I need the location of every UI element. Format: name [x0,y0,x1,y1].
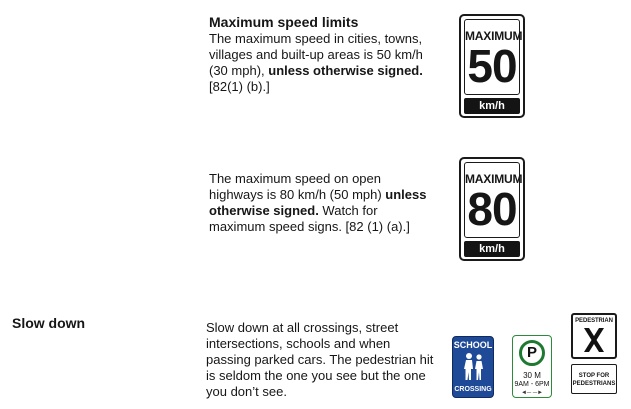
maximum-50-value: 50 [467,40,517,92]
pedestrian-sign-text: PEDESTRIAN [575,318,613,324]
speed-limits-paragraph-1: The maximum speed in cities, towns, villages and built-up areas is 50 km/h (30 mph), unless otherwise signed. [82(1) (b).] [209,31,423,94]
pedestrian-crossover-sign [571,313,617,359]
children-crossing-icon [460,352,488,382]
parking-sign [512,335,552,398]
speed-limits-heading: Maximum speed limits [209,14,359,30]
maximum-80-unit: km/h [464,241,520,257]
highway-speed-block [209,171,434,235]
slow-down-heading: Slow down [12,315,86,331]
maximum-80-label: MAXIMUM [465,172,523,186]
parking-hours: 9AM - 6PM [514,381,550,388]
parking-time-limit: 30 M [523,371,541,380]
maximum-50-unit: km/h [464,98,520,114]
slow-down-block [206,320,434,400]
school-sign-bottom-text: CROSSING [454,386,492,393]
slow-down-paragraph: Slow down at all crossings, street intersections, schools and when passing parked cars. The pedestrian hit is seldom the one you see but the one you don’t see. [206,320,434,399]
crossover-x-icon [582,327,606,353]
maximum-80-value: 80 [467,183,517,235]
parking-p-icon: P [519,340,545,366]
maximum-80-sign [459,157,525,261]
stop-sign-line-2: PEDESTRIANS [572,381,616,387]
stop-for-pedestrians-sign [571,364,617,394]
maximum-50-sign-panel [464,19,523,95]
school-sign-top-text: SCHOOL [453,340,493,350]
speed-limits-paragraph-2: The maximum speed on open highways is 80 km/h (50 mph) unless otherwise signed. Watch for maximum speed signs. [82 (1) (a).] [209,171,427,234]
maximum-80-sign-panel [464,162,523,238]
school-crossing-sign [452,336,494,398]
parking-arrows-icon: ◄─ ─► [520,390,544,396]
speed-limits-block [209,14,434,95]
maximum-50-sign [459,14,525,118]
maximum-50-label: MAXIMUM [465,29,523,43]
stop-sign-line-1: STOP FOR [578,373,610,379]
